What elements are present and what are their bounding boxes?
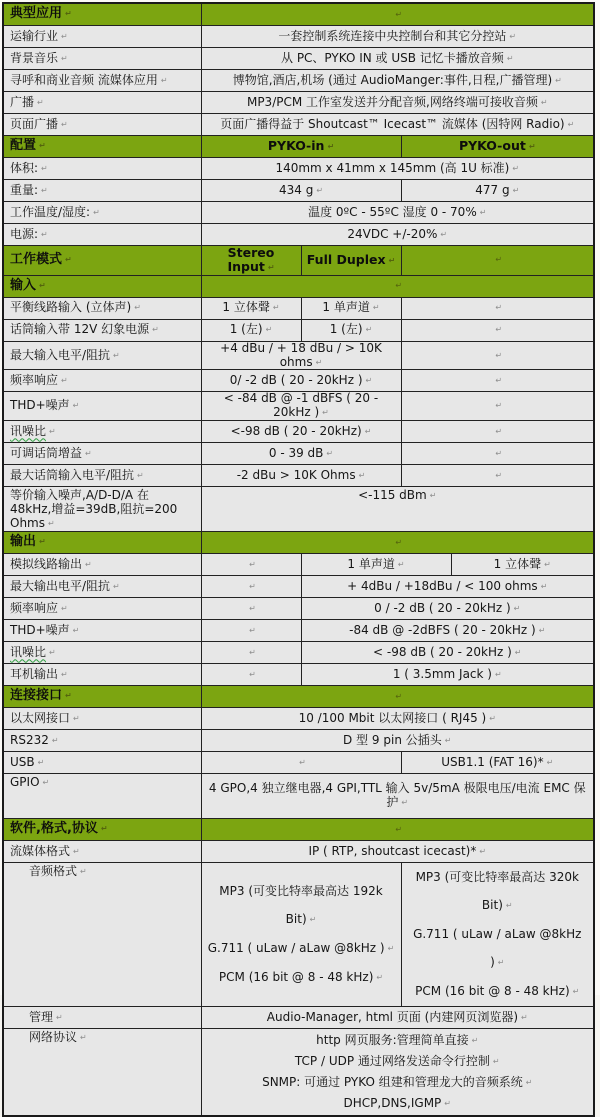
input-snr-empty-cell: [401, 420, 594, 442]
paragraph-end-mark: ↵: [440, 229, 448, 239]
max-output-level-value: + 4dBu / +18dBu / < 100 ohms ↵: [301, 575, 594, 597]
section-title-configuration: 配置 ↵: [3, 136, 201, 158]
audio-formats-pyko-out: [401, 862, 594, 1006]
management-value: Audio-Manager, html 页面 (内建网页浏览器) ↵: [201, 1006, 594, 1028]
paragraph-end-mark: ↵: [137, 470, 144, 480]
paragraph-end-mark: ↵: [372, 303, 380, 313]
paragraph-end-mark: ↵: [49, 426, 56, 436]
output-snr-empty-cell: [201, 641, 301, 663]
paragraph-end-mark: ↵: [249, 603, 256, 613]
mic-gain-value: 0 - 39 dB ↵: [201, 442, 401, 464]
max-input-level-value: +4 dBu / + 18 dBu / > 10K ohms ↵: [201, 341, 401, 370]
paragraph-end-mark: ↵: [65, 690, 72, 700]
work-mode-full-duplex: Full Duplex ↵: [301, 246, 401, 276]
ethernet-label: 以太网接口 ↵: [3, 707, 201, 729]
paragraph-end-mark: ↵: [495, 325, 503, 335]
paragraph-end-mark: ↵: [567, 119, 575, 129]
section-title-work-mode: 工作模式 ↵: [3, 246, 201, 276]
input-snr-value: <-98 dB ( 20 - 20kHz) ↵: [201, 420, 401, 442]
paragraph-end-mark: ↵: [395, 9, 403, 19]
paragraph-end-mark: ↵: [505, 900, 513, 910]
paragraph-end-mark: ↵: [376, 972, 384, 982]
input-header-empty-cell: [201, 275, 594, 297]
paragraph-end-mark: ↵: [113, 581, 120, 591]
rs232-value: D 型 9 pin 公插头 ↵: [201, 729, 594, 751]
paragraph-end-mark: ↵: [265, 325, 273, 335]
ethernet-value: 10 /100 Mbit 以太网接口 ( RJ45 ) ↵: [201, 707, 594, 729]
row-balanced-line-input: [3, 297, 594, 319]
paragraph-end-mark: ↵: [555, 75, 562, 85]
paragraph-end-mark: ↵: [327, 142, 335, 152]
paragraph-end-mark: ↵: [495, 375, 503, 385]
network-protocols-label: 网络协议 ↵: [3, 1028, 201, 1116]
gpio-value: 4 GPO,4 独立继电器,4 GPI,TTL 输入 5v/5mA 极限电压/电流 EMC 保护 ↵: [201, 773, 594, 818]
broadcast-label: 广播 ↵: [3, 92, 201, 114]
paragraph-end-mark: ↵: [495, 401, 503, 411]
row-input-freq-response: [3, 370, 594, 392]
row-input-thd-noise: [3, 392, 594, 421]
row-usb: [3, 751, 594, 773]
headphone-output-value: 1 ( 3.5mm Jack ) ↵: [301, 663, 594, 685]
streaming-format-value: IP ( RTP, shoutcast icecast)* ↵: [201, 840, 594, 862]
transport-industry-label: 运输行业 ↵: [3, 26, 201, 48]
paragraph-end-mark: ↵: [249, 559, 256, 569]
paragraph-end-mark: ↵: [85, 448, 92, 458]
analog-line-output-label: 模拟线路输出 ↵: [3, 553, 201, 575]
paragraph-end-mark: ↵: [395, 824, 403, 834]
row-management: [3, 1006, 594, 1028]
typical-applications-header-empty-cell: [201, 3, 594, 26]
work-mode-stereo-input: Stereo Input ↵: [201, 246, 301, 276]
row-max-mic-level: [3, 464, 594, 486]
section-title-input: 输入 ↵: [3, 275, 201, 297]
audio-formats-pyko-in-line-pcm: PCM (16 bit @ 8 - 48 kHz) ↵: [218, 969, 384, 984]
paragraph-end-mark: ↵: [72, 401, 80, 411]
row-max-input-level: [3, 341, 594, 370]
input-freq-response-value: 0/ -2 dB ( 20 - 20kHz ) ↵: [201, 370, 401, 392]
temp-humidity-value: 温度 0ºC - 55ºC 湿度 0 - 70% ↵: [201, 202, 594, 224]
row-section-typical-applications: [3, 3, 594, 26]
paragraph-end-mark: ↵: [572, 986, 580, 996]
paragraph-end-mark: ↵: [41, 185, 48, 195]
paragraph-end-mark: ↵: [249, 581, 256, 591]
paragraph-end-mark: ↵: [395, 281, 403, 291]
temp-humidity-label: 工作温度/湿度: ↵: [3, 202, 201, 224]
output-snr-label-text: 讯噪比: [10, 644, 47, 659]
paragraph-end-mark: ↵: [444, 1098, 451, 1108]
row-output-snr: [3, 641, 594, 663]
section-title-software: 软件,格式,协议 ↵: [3, 818, 201, 840]
paragraph-end-mark: ↵: [388, 256, 396, 266]
paragraph-end-mark: ↵: [51, 735, 59, 745]
paragraph-end-mark: ↵: [315, 357, 323, 367]
page-broadcast-label: 页面广播 ↵: [3, 114, 201, 136]
usb-label: USB ↵: [3, 751, 201, 773]
row-mic-gain: [3, 442, 594, 464]
paragraph-end-mark: ↵: [509, 31, 517, 41]
paragraph-end-mark: ↵: [316, 185, 324, 195]
paragraph-end-mark: ↵: [85, 559, 92, 569]
paragraph-end-mark: ↵: [299, 757, 306, 767]
paragraph-end-mark: ↵: [395, 691, 403, 701]
paragraph-end-mark: ↵: [309, 914, 317, 924]
input-thd-noise-empty-cell: [401, 392, 594, 421]
paragraph-end-mark: ↵: [61, 53, 68, 63]
output-freq-response-label: 频率响应 ↵: [3, 597, 201, 619]
paragraph-end-mark: ↵: [506, 53, 514, 63]
paragraph-end-mark: ↵: [495, 350, 503, 360]
row-section-work-mode: [3, 246, 594, 276]
paragraph-end-mark: ↵: [514, 647, 522, 657]
audio-formats-label: 音频格式 ↵: [3, 862, 201, 1006]
equivalent-input-noise-value: <-115 dBm ↵: [201, 486, 594, 531]
paragraph-end-mark: ↵: [489, 713, 496, 723]
streaming-format-label: 流媒体格式 ↵: [3, 840, 201, 862]
row-input-snr: [3, 420, 594, 442]
usb-empty-cell: [201, 751, 401, 773]
row-output-thd-noise: [3, 619, 594, 641]
work-mode-empty-cell: [401, 246, 594, 276]
input-freq-response-label: 频率响应 ↵: [3, 370, 201, 392]
output-freq-response-empty-cell: [201, 597, 301, 619]
volume-value: 140mm x 41mm x 145mm (高 1U 标准) ↵: [201, 158, 594, 180]
paragraph-end-mark: ↵: [48, 518, 55, 528]
paragraph-end-mark: ↵: [444, 735, 452, 745]
max-mic-level-empty-cell: [401, 464, 594, 486]
row-max-output-level: [3, 575, 594, 597]
rs232-label: RS232 ↵: [3, 729, 201, 751]
output-thd-noise-empty-cell: [201, 619, 301, 641]
equivalent-input-noise-label-line1: 等价输入噪声,A/D-D/A 在: [10, 487, 149, 502]
balanced-line-input-empty-cell: [401, 297, 594, 319]
paragraph-end-mark: ↵: [39, 280, 46, 290]
paragraph-end-mark: ↵: [65, 254, 72, 264]
input-snr-label-text: 讯噪比: [10, 423, 47, 438]
max-output-level-empty-cell: [201, 575, 301, 597]
paragraph-end-mark: ↵: [61, 375, 68, 385]
row-mic-phantom: [3, 319, 594, 341]
input-snr-label: [3, 420, 201, 442]
paragraph-end-mark: ↵: [39, 141, 46, 151]
row-transport-industry: [3, 26, 594, 48]
row-broadcast: [3, 92, 594, 114]
analog-line-output-empty-cell: [201, 553, 301, 575]
audio-formats-pyko-in-line-mp3: MP3 (可变比特率最高达 192k Bit) ↵: [219, 883, 383, 926]
paragraph-end-mark: ↵: [249, 625, 256, 635]
balanced-line-input-label: 平衡线路输入 (立体声) ↵: [3, 297, 201, 319]
paragraph-end-mark: ↵: [395, 537, 403, 547]
paragraph-end-mark: ↵: [540, 581, 548, 591]
mic-phantom-label: 话筒输入带 12V 幻象电源 ↵: [3, 319, 201, 341]
paragraph-end-mark: ↵: [160, 75, 168, 85]
paragraph-end-mark: ↵: [65, 9, 72, 19]
max-mic-level-value: -2 dBu > 10K Ohms ↵: [201, 464, 401, 486]
network-protocols-line-snmp: SNMP: 可通过 PYKO 组建和管理龙大的音频系统 ↵: [262, 1074, 533, 1089]
column-header-pyko-in: PYKO-in ↵: [201, 136, 401, 158]
management-label: 管理 ↵: [3, 1006, 201, 1028]
output-snr-label: [3, 641, 201, 663]
paragraph-end-mark: ↵: [495, 303, 503, 313]
network-protocols-line-tcp-udp: TCP / UDP 通过网络发送命令行控制 ↵: [294, 1053, 500, 1068]
paragraph-end-mark: ↵: [37, 97, 44, 107]
paragraph-end-mark: ↵: [365, 325, 373, 335]
balanced-line-input-value-in: 1 立体聲 ↵: [201, 297, 301, 319]
audio-formats-pyko-in: [201, 862, 401, 1006]
paragraph-end-mark: ↵: [73, 846, 80, 856]
row-section-output: [3, 531, 594, 553]
column-header-pyko-out: PYKO-out ↵: [401, 136, 594, 158]
paragraph-end-mark: ↵: [72, 625, 80, 635]
paragraph-end-mark: ↵: [61, 603, 68, 613]
paragraph-end-mark: ↵: [80, 866, 87, 876]
input-freq-response-empty-cell: [401, 370, 594, 392]
audio-formats-pyko-out-line-mp3: MP3 (可变比特率最高达 320k Bit) ↵: [415, 869, 579, 912]
audio-formats-pyko-out-line-pcm: PCM (16 bit @ 8 - 48 kHz) ↵: [415, 983, 580, 998]
row-rs232: [3, 729, 594, 751]
paragraph-end-mark: ↵: [37, 757, 45, 767]
row-page-broadcast: [3, 114, 594, 136]
paragraph-end-mark: ↵: [512, 185, 520, 195]
section-title-output: 输出 ↵: [3, 531, 201, 553]
row-ethernet: [3, 707, 594, 729]
paragraph-end-mark: ↵: [42, 777, 50, 787]
paragraph-end-mark: ↵: [387, 943, 395, 953]
row-streaming-format: [3, 840, 594, 862]
paragraph-end-mark: ↵: [528, 142, 536, 152]
transport-industry-value: 一套控制系统连接中央控制台和其它分控站 ↵: [201, 26, 594, 48]
paragraph-end-mark: ↵: [41, 163, 48, 173]
input-thd-noise-value: < -84 dB @ -1 dBFS ( 20 - 20kHz ) ↵: [201, 392, 401, 421]
software-header-empty-cell: [201, 818, 594, 840]
paragraph-end-mark: ↵: [249, 669, 256, 679]
background-music-value: 从 PC、PYKO IN 或 USB 记忆卡播放音频 ↵: [201, 48, 594, 70]
paragraph-end-mark: ↵: [364, 426, 372, 436]
equivalent-input-noise-label-line2: 48kHz,增益=39dB,阻抗=200 Ohms ↵: [10, 501, 178, 530]
row-equivalent-input-noise: [3, 486, 594, 531]
paragraph-end-mark: ↵: [73, 713, 80, 723]
paragraph-end-mark: ↵: [49, 647, 56, 657]
paragraph-end-mark: ↵: [61, 669, 68, 679]
volume-label: 体积: ↵: [3, 158, 201, 180]
paragraph-end-mark: ↵: [513, 603, 521, 613]
row-paging-commercial-audio: [3, 70, 594, 92]
paragraph-end-mark: ↵: [492, 1056, 500, 1066]
headphone-output-empty-cell: [201, 663, 301, 685]
gpio-label: GPIO ↵: [3, 773, 201, 818]
row-audio-formats: [3, 862, 594, 1006]
paragraph-end-mark: ↵: [100, 823, 108, 833]
row-section-interfaces: [3, 685, 594, 707]
paragraph-end-mark: ↵: [540, 97, 548, 107]
paragraph-end-mark: ↵: [497, 957, 505, 967]
equivalent-input-noise-label: [3, 486, 201, 531]
audio-formats-pyko-out-line-g711: G.711 ( uLaw / aLaw @8kHz ) ↵: [413, 926, 582, 969]
mic-gain-label: 可调话筒增益 ↵: [3, 442, 201, 464]
row-weight: [3, 180, 594, 202]
paragraph-end-mark: ↵: [365, 375, 373, 385]
paragraph-end-mark: ↵: [512, 163, 520, 173]
paragraph-end-mark: ↵: [80, 1032, 87, 1042]
paging-commercial-audio-value: 博物馆,酒店,机场 (通过 AudioManger:事件,日程,广播管理) ↵: [201, 70, 594, 92]
row-output-freq-response: [3, 597, 594, 619]
paragraph-end-mark: ↵: [538, 625, 546, 635]
max-input-level-label: 最大输入电平/阻抗 ↵: [3, 341, 201, 370]
paragraph-end-mark: ↵: [249, 647, 256, 657]
section-title-interfaces: 连接接口 ↵: [3, 685, 201, 707]
paragraph-end-mark: ↵: [322, 408, 329, 418]
paragraph-end-mark: ↵: [495, 448, 503, 458]
row-network-protocols: [3, 1028, 594, 1116]
max-mic-level-label: 最大话筒输入电平/阻抗 ↵: [3, 464, 201, 486]
weight-value-pyko-out: 477 g ↵: [401, 180, 594, 202]
paragraph-end-mark: ↵: [494, 669, 502, 679]
background-music-label: 背景音乐 ↵: [3, 48, 201, 70]
analog-line-output-value-stereo: 1 立体聲 ↵: [451, 553, 594, 575]
row-section-input: [3, 275, 594, 297]
paragraph-end-mark: ↵: [267, 263, 275, 273]
weight-label: 重量: ↵: [3, 180, 201, 202]
broadcast-value: MP3/PCM 工作室发送并分配音频,网络终端可接收音频 ↵: [201, 92, 594, 114]
paragraph-end-mark: ↵: [495, 255, 503, 265]
row-headphone-output: [3, 663, 594, 685]
paragraph-end-mark: ↵: [41, 229, 48, 239]
output-thd-noise-value: -84 dB @ -2dBFS ( 20 - 20kHz ) ↵: [301, 619, 594, 641]
balanced-line-input-value-out: 1 单声道 ↵: [301, 297, 401, 319]
row-gpio: [3, 773, 594, 818]
input-thd-noise-label: THD+噪声 ↵: [3, 392, 201, 421]
interfaces-header-empty-cell: [201, 685, 594, 707]
row-power: [3, 224, 594, 246]
paragraph-end-mark: ↵: [134, 303, 141, 313]
paragraph-end-mark: ↵: [113, 350, 120, 360]
network-protocols-line-http: http 网页服务:管理简单直接 ↵: [316, 1032, 479, 1047]
paragraph-end-mark: ↵: [326, 448, 334, 458]
paragraph-end-mark: ↵: [471, 1035, 479, 1045]
power-value: 24VDC +/-20% ↵: [201, 224, 594, 246]
paragraph-end-mark: ↵: [61, 119, 68, 129]
paragraph-end-mark: ↵: [39, 536, 46, 546]
paragraph-end-mark: ↵: [546, 757, 554, 767]
analog-line-output-value-mono: 1 单声道 ↵: [301, 553, 451, 575]
paragraph-end-mark: ↵: [93, 207, 100, 217]
power-label: 电源: ↵: [3, 224, 201, 246]
row-section-configuration: [3, 136, 594, 158]
paragraph-end-mark: ↵: [479, 207, 487, 217]
paragraph-end-mark: ↵: [397, 559, 405, 569]
output-freq-response-value: 0 / -2 dB ( 20 - 20kHz ) ↵: [301, 597, 594, 619]
paragraph-end-mark: ↵: [152, 325, 159, 335]
mic-gain-empty-cell: [401, 442, 594, 464]
page-broadcast-value: 页面广播得益于 Shoutcast™ Icecast™ 流媒体 (因特网 Radio) ↵: [201, 114, 594, 136]
output-header-empty-cell: [201, 531, 594, 553]
output-thd-noise-label: THD+噪声 ↵: [3, 619, 201, 641]
paragraph-end-mark: ↵: [525, 1077, 533, 1087]
output-snr-value: < -98 dB ( 20 - 20kHz ) ↵: [301, 641, 594, 663]
paragraph-end-mark: ↵: [429, 490, 437, 500]
mic-phantom-value-in: 1 (左) ↵: [201, 319, 301, 341]
paragraph-end-mark: ↵: [272, 303, 280, 313]
max-output-level-label: 最大输出电平/阻抗 ↵: [3, 575, 201, 597]
network-protocols-value: [201, 1028, 594, 1116]
paragraph-end-mark: ↵: [479, 846, 487, 856]
pyko-spec-table: [2, 2, 595, 1117]
weight-value-pyko-in: 434 g ↵: [201, 180, 401, 202]
paragraph-end-mark: ↵: [61, 31, 68, 41]
row-analog-line-output: [3, 553, 594, 575]
max-input-level-empty-cell: [401, 341, 594, 370]
row-background-music: [3, 48, 594, 70]
paragraph-end-mark: ↵: [495, 470, 503, 480]
network-protocols-line-dhcp: DHCP,DNS,IGMP ↵: [343, 1095, 451, 1110]
paragraph-end-mark: ↵: [358, 470, 366, 480]
mic-phantom-value-out: 1 (左) ↵: [301, 319, 401, 341]
headphone-output-label: 耳机输出 ↵: [3, 663, 201, 685]
paging-commercial-audio-label: 寻呼和商业音频 流媒体应用 ↵: [3, 70, 201, 92]
row-temp-humidity: [3, 202, 594, 224]
audio-formats-pyko-in-line-g711: G.711 ( uLaw / aLaw @8kHz ) ↵: [207, 940, 395, 955]
mic-phantom-empty-cell: [401, 319, 594, 341]
paragraph-end-mark: ↵: [521, 1012, 528, 1022]
usb-value: USB1.1 (FAT 16)* ↵: [401, 751, 594, 773]
paragraph-end-mark: ↵: [544, 559, 551, 569]
section-title-typical-applications: 典型应用 ↵: [3, 3, 201, 26]
paragraph-end-mark: ↵: [495, 426, 503, 436]
row-volume: [3, 158, 594, 180]
row-section-software: [3, 818, 594, 840]
paragraph-end-mark: ↵: [401, 797, 409, 807]
paragraph-end-mark: ↵: [56, 1012, 63, 1022]
